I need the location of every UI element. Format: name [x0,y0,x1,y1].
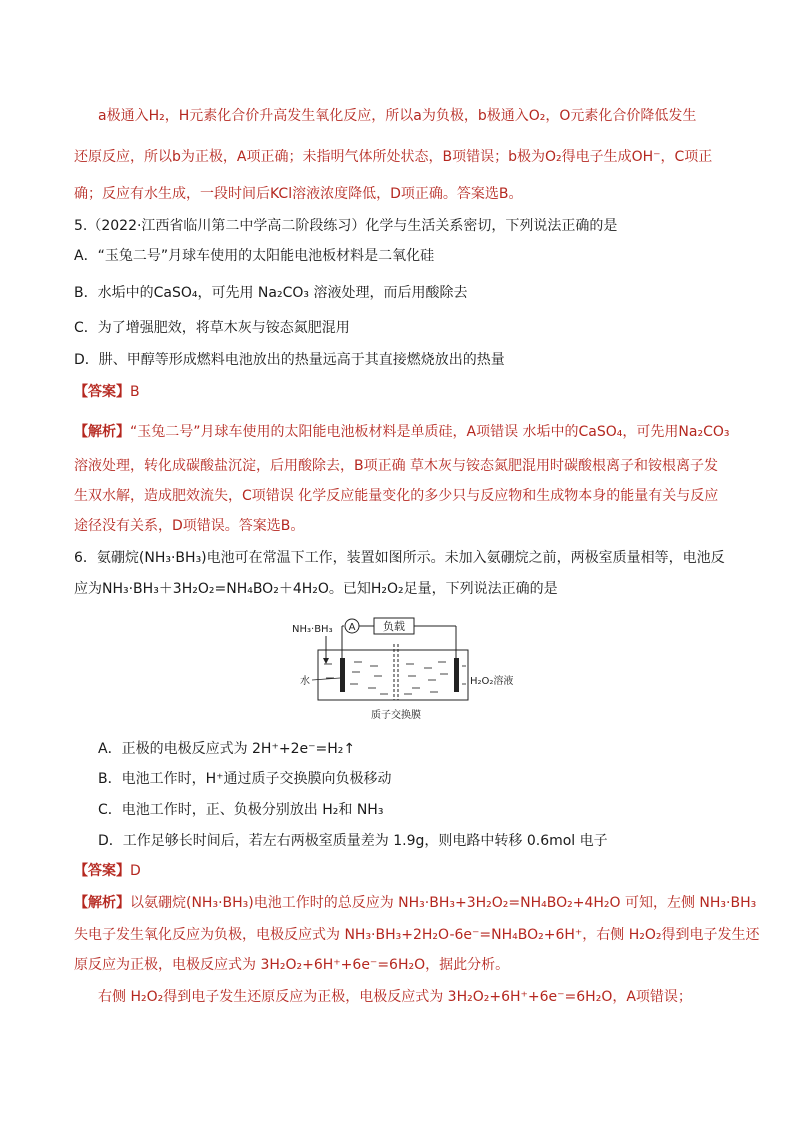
q6-option-c: C．电池工作时，正、负极分别放出 H₂和 NH₃ [98,802,384,818]
q5-analysis-line-3: 生双水解，造成肥效流失，C项错误 化学反应能量变化的多少只与反应物和生成物本身的能量有关与反应 [74,488,719,504]
q6-analysis-tag: 【解析】 [74,895,130,911]
h2o2-label: H₂O₂溶液 [470,676,514,687]
q5-option-b: B．水垢中的CaSO₄，可先用 Na₂CO₃ 溶液处理，而后用酸除去 [74,285,468,301]
q6-analysis-line-1 [74,893,757,913]
q5-answer-value: B [130,384,140,400]
liquid-marks [324,662,466,694]
q5-analysis-text-1: “玉兔二号”月球车使用的太阳能电池板材料是单质硅，A项错误 水垢中的CaSO₄，可先用Na₂CO₃ [130,424,730,440]
q6-option-a: A．正极的电极反应式为 2H⁺+2e⁻=H₂↑ [98,741,356,757]
nh3bh3-label: NH₃·BH₃ [292,624,333,635]
q5-answer [74,382,724,402]
q5-stem: 5.（2022·江西省临川第二中学高二阶段练习）化学与生活关系密切，下列说法正确的是 [74,218,618,234]
q5-analysis-line-2: 溶液处理，转化成碳酸盐沉淀，后用酸除去，B项正确 草木灰与铵态氮肥混用时碳酸根离子和铵根离子发 [74,458,719,474]
q4-analysis-line-3: 确；反应有水生成，一段时间后KCl溶液浓度降低，D项正确。答案选B。 [74,186,523,202]
q6-answer-value: D [130,863,141,879]
q5-option-c: C．为了增强肥效，将草木灰与铵态氮肥混用 [74,320,350,336]
q4-analysis-line-2: 还原反应，所以b为正极，A项正确；未指明气体所处状态，B项错误；b极为O₂得电子生成OH⁻，C项正 [74,149,713,165]
q6-stem-line-2: 应为NH₃·BH₃＋3H₂O₂=NH₄BO₂＋4H₂O。已知H₂O₂足量，下列说法正确的是 [74,581,558,597]
q6-answer-tag: 【答案】 [74,863,130,879]
membrane-label: 质子交换膜 [371,710,421,721]
q6-analysis-line-2: 失电子发生氧化反应为负极，电极反应式为 NH₃·BH₃+2H₂O-6e⁻=NH₄BO₂+6H⁺，右侧 H₂O₂得到电子发生还 [74,927,760,943]
water-label: 水 [300,676,310,687]
q4-analysis-line-1: a极通入H₂，H元素化合价升高发生氧化反应，所以a为负极，b极通入O₂，O元素化合价降低发生 [98,108,697,124]
battery-diagram [288,614,514,724]
q6-analysis-line-3: 原反应为正极，电极反应式为 3H₂O₂+6H⁺+6e⁻=6H₂O，据此分析。 [74,957,510,973]
right-electrode [454,658,459,692]
left-electrode [340,658,345,692]
q5-analysis-line-4: 途径没有关系，D项错误。答案选B。 [74,518,305,534]
q6-option-d: D．工作足够长时间后，若左右两极室质量差为 1.9g，则电路中转移 0.6mol 电子 [98,833,608,849]
q6-answer [74,861,724,881]
q6-analysis-text-1: 以氨硼烷(NH₃·BH₃)电池工作时的总反应为 NH₃·BH₃+3H₂O₂=NH₄BO₂+4H₂O 可知，左侧 NH₃·BH₃ [130,895,757,911]
battery-diagram-svg [288,614,514,724]
q6-stem-line-1: 6．氨硼烷(NH₃·BH₃)电池可在常温下工作，装置如图所示。未加入氨硼烷之前，两极室质量相等，电池反 [74,550,725,566]
q6-analysis-line-4: 右侧 H₂O₂得到电子发生还原反应为正极，电极反应式为 3H₂O₂+6H⁺+6e⁻=6H₂O，A项错误； [98,989,692,1005]
ammeter-label: A [348,622,356,633]
q5-answer-tag: 【答案】 [74,384,130,400]
q5-option-a: A．“玉兔二号”月球车使用的太阳能电池板材料是二氧化硅 [74,248,435,264]
q5-analysis-line-1 [74,422,730,442]
load-label: 负载 [383,620,405,633]
q5-option-d: D．肼、甲醇等形成燃料电池放出的热量远高于其直接燃烧放出的热量 [74,352,505,368]
q6-option-b: B．电池工作时，H⁺通过质子交换膜向负极移动 [98,771,392,787]
q5-analysis-tag: 【解析】 [74,424,130,440]
